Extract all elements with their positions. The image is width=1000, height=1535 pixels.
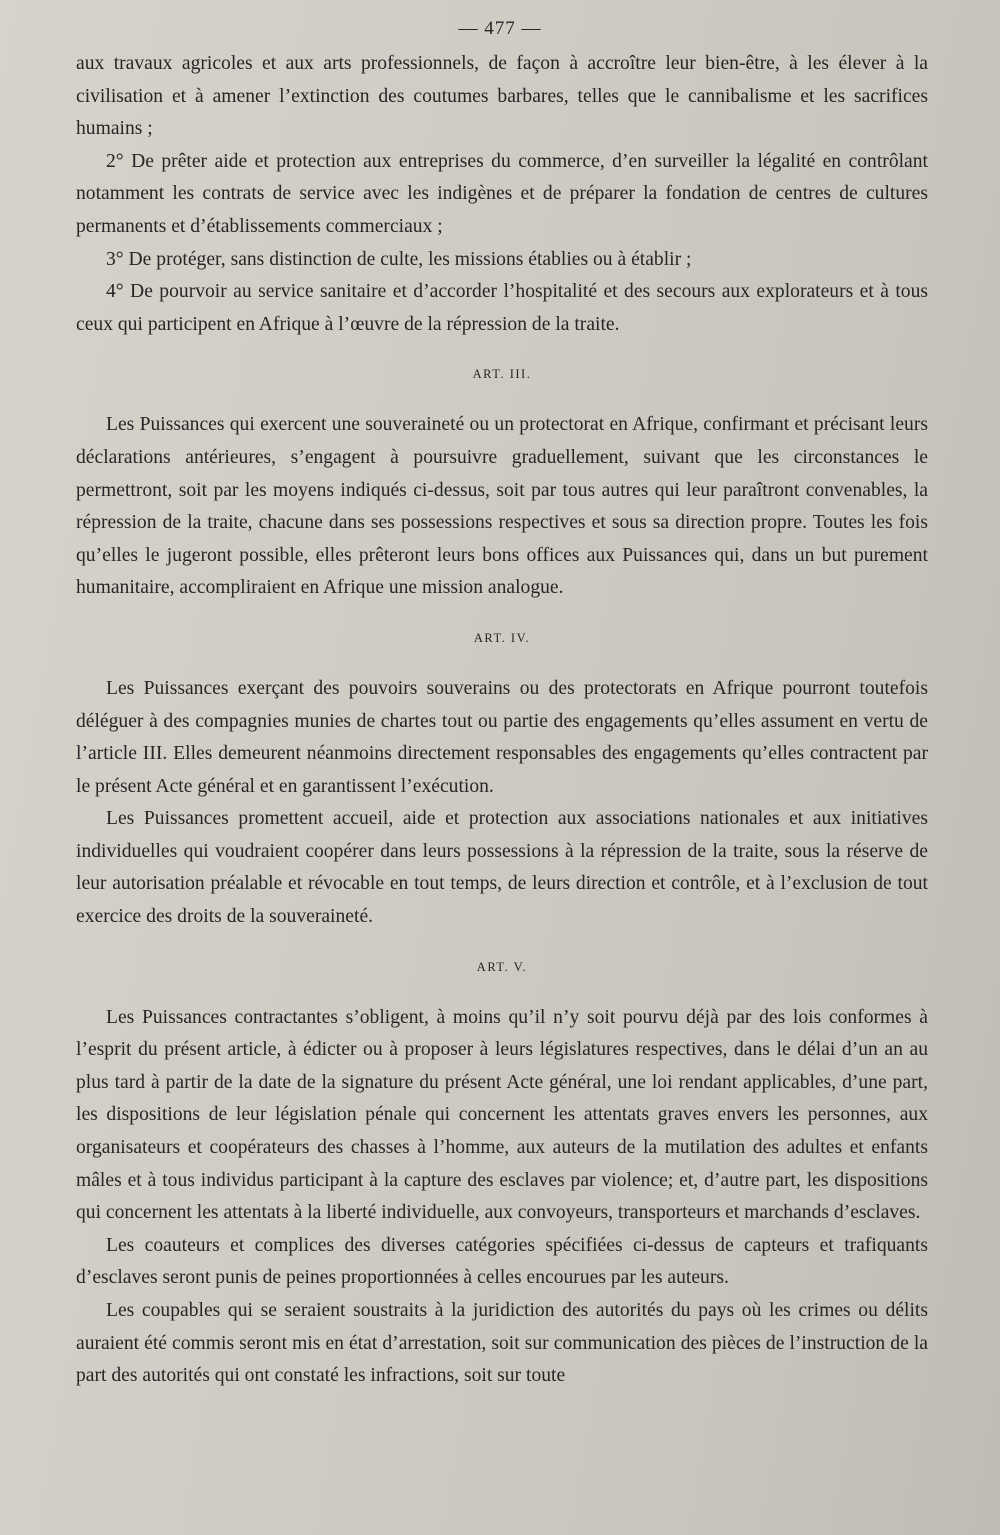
paragraph: Les Puissances qui exercent une souveraineté ou un protectorat en Afrique, confirmant et précisant leurs déclarations antérieures, s’engagent à poursuivre graduellement, suivant que les circonstances le permettront, soit par les moyens indiqués ci-dessus, soit par tous autres qui leur paraîtront convenables, la répression de la traite, chacune dans ses possessions respectives et sous sa direction propre. Toutes les fois qu’elles le jugeront possible, elles prêteront leurs bons offices aux Puissances qui, dans un but purement humanitaire, accompliraient en Afrique une mission analogue.: [76, 414, 928, 599]
article-heading: ART. IV.: [473, 630, 531, 645]
document-body: [76, 48, 928, 1393]
article-heading: ART. III.: [472, 367, 532, 382]
paragraph: Les coauteurs et complices des diverses catégories spécifiées ci-dessus de capteurs et trafiquants d’esclaves seront punis de peines proportionnées à celles encourues par les auteurs.: [76, 1234, 928, 1289]
page-number: — 477 —: [458, 18, 542, 39]
paragraph: 2° De prêter aide et protection aux entreprises du commerce, d’en surveiller la légalité en contrôlant notamment les contrats de service avec les indigènes et de préparer la fondation de centres de cultures permanents et d’établissements commerciaux ;: [76, 150, 928, 237]
paragraph: aux travaux agricoles et aux arts professionnels, de façon à accroître leur bien-être, à les élever à la civilisation et à amener l’extinction des coutumes barbares, telles que le cannibalisme et les sacrifices humains ;: [76, 53, 928, 140]
paragraph: Les Puissances contractantes s’obligent, à moins qu’il n’y soit pourvu déjà par des lois conformes à l’esprit du présent article, à édicter ou à proposer à leurs législatures respectives, dans le délai d’un an au plus tard à partir de la date de la signature du présent Acte général, une loi rendant applicables, d’une part, les dispositions de leur législation pénale qui concernent les attentats graves envers les personnes, aux organisateurs et coopérateurs des chasses à l’homme, aux auteurs de la mutilation des adultes et enfants mâles et à tous individus participant à la capture des esclaves par violence; et, d’autre part, les dispositions qui concernent les attentats à la liberté individuelle, aux convoyeurs, transporteurs et marchands d’esclaves.: [76, 1006, 928, 1224]
article-heading: ART. V.: [476, 959, 528, 974]
paragraph: 4° De pourvoir au service sanitaire et d’accorder l’hospitalité et des secours aux explorateurs et à tous ceux qui participent en Afrique à l’œuvre de la répression de la traite.: [76, 281, 928, 335]
paragraph: Les Puissances promettent accueil, aide et protection aux associations nationales et aux initiatives individuelles qui voudraient coopérer dans leurs possessions à la répression de la traite, sous la réserve de leur autorisation préalable et révocable en tout temps, de leurs direction et contrôle, et à l’exclusion de tout exercice des droits de la souveraineté.: [76, 808, 928, 928]
paragraph: Les coupables qui se seraient soustraits à la juridiction des autorités du pays où les crimes ou délits auraient été commis seront mis en état d’arrestation, soit sur communication des pièces de l’instruction de la part des autorités qui ont constaté les infractions, soit sur toute: [76, 1300, 928, 1387]
paragraph: Les Puissances exerçant des pouvoirs souverains ou des protectorats en Afrique pourront toutefois déléguer à des compagnies munies de chartes tout ou partie des engagements qu’elles assument en vertu de l’article III. Elles demeurent néanmoins directement responsables des engagements qu’elles contractent par le présent Acte général et en garantissent l’exécution.: [76, 677, 928, 797]
paragraph: 3° De protéger, sans distinction de culte, les missions établies ou à établir ;: [106, 248, 692, 270]
